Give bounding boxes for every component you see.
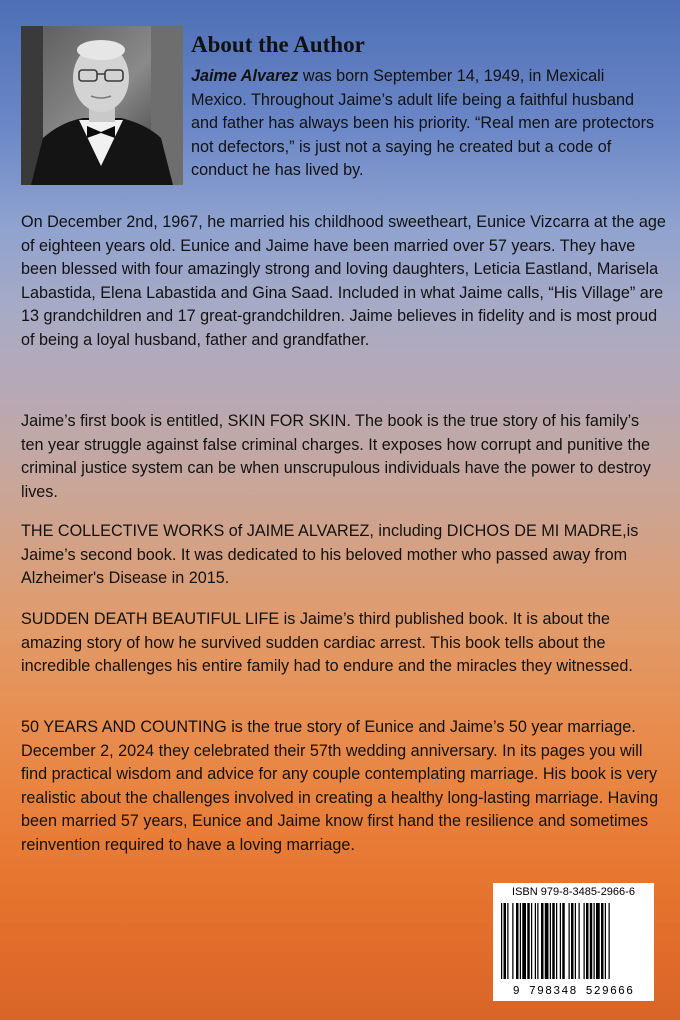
first-book-paragraph: Jaime’s first book is entitled, SKIN FOR SKIN. The book is the true story of his family’s ten year struggle against false criminal charges. It exposes how corrupt and punitive the criminal justice system can be when unscrupulous individuals have the power to destroy lives. xyxy=(21,412,651,501)
barcode-bar xyxy=(550,903,551,979)
marriage-family-paragraph: On December 2nd, 1967, he married his childhood sweetheart, Eunice Vizcarra at the age of eighteen years old. Eunice and Jaime have been married over 57 years. They have been blessed with four amazingly strong and loving daughters, Leticia Eastland, Marisela Labastida, Elena Labastida and Gina Saad. Included in what Jaime calls, “His Village” are 13 grandchildren and 17 great-grandchildren. Jaime believes in fidelity and is most proud of being a loyal husband, father and grandfather. xyxy=(21,213,666,349)
barcode-bar xyxy=(575,903,576,979)
barcode-bar xyxy=(586,903,589,979)
barcode-bar xyxy=(590,903,593,979)
barcode-bar xyxy=(527,903,530,979)
barcode-bar xyxy=(504,903,507,979)
second-book-paragraph: THE COLLECTIVE WORKS of JAIME ALVAREZ, including DICHOS DE MI MADRE,is Jaime’s second book. It was dedicated to his beloved mother who passed away from Alzheimer's Disease in 2015. xyxy=(21,522,639,587)
barcode-bar xyxy=(609,903,610,979)
author-portrait-image xyxy=(21,26,183,185)
barcode-bar xyxy=(501,903,502,979)
barcode-bar xyxy=(512,903,513,979)
author-intro-text: was born September 14, 1949, in Mexicali Mexico. Throughout Jaime’s adult life being a faithful husband and father has always been his priority. “Real men are protectors not defectors,” is just not a saying he created but a code of conduct he has lived by. xyxy=(191,67,655,179)
barcode-bar xyxy=(601,903,604,979)
barcode-bar xyxy=(541,903,544,979)
isbn-label: ISBN 979-8-3485-2966-6 xyxy=(512,886,635,898)
barcode-bar xyxy=(507,903,508,979)
barcode-bars xyxy=(501,903,646,979)
barcode-bar xyxy=(552,903,555,979)
barcode-bar xyxy=(562,903,565,979)
barcode-bar xyxy=(596,903,600,979)
barcode-bar xyxy=(571,903,574,979)
barcode-bar xyxy=(560,903,561,979)
barcode-bar xyxy=(545,903,549,979)
barcode-bar xyxy=(556,903,557,979)
barcode-bar xyxy=(531,903,532,979)
fourth-book-paragraph: 50 YEARS AND COUNTING is the true story of Eunice and Jaime’s 50 year marriage. December 2, 2024 they celebrated their 57th wedding anniversary. In its pages you will find practical wisdom and advice for any couple contemplating marriage. His book is very realistic about the challenges involved in creating a healthy long-lasting marriage. Having been married 57 years, Eunice and Jaime know first hand the resilience and sometimes reinvention required to have a loving marriage. xyxy=(21,718,659,854)
third-book-paragraph: SUDDEN DEATH BEAUTIFUL LIFE is Jaime’s third published book. It is about the amazing story of how he survived sudden cardiac arrest. This book tells about the incredible challenges his entire family had to endure and the miracles they witnessed. xyxy=(21,610,633,675)
barcode-bar xyxy=(516,903,519,979)
barcode-bar xyxy=(605,903,606,979)
ean-digits: 9 798348 529666 xyxy=(512,985,635,998)
barcode-bar xyxy=(569,903,570,979)
barcode-bar xyxy=(537,903,538,979)
author-name: Jaime Alvarez xyxy=(191,67,299,85)
barcode-bar xyxy=(520,903,521,979)
barcode-bar xyxy=(522,903,526,979)
barcode-bar xyxy=(594,903,595,979)
barcode-bar xyxy=(584,903,585,979)
barcode-bar xyxy=(535,903,536,979)
author-photo xyxy=(21,26,183,185)
about-heading: About the Author xyxy=(191,32,365,57)
barcode-bar xyxy=(579,903,580,979)
author-intro-paragraph xyxy=(191,65,661,183)
isbn-barcode xyxy=(493,883,654,1001)
